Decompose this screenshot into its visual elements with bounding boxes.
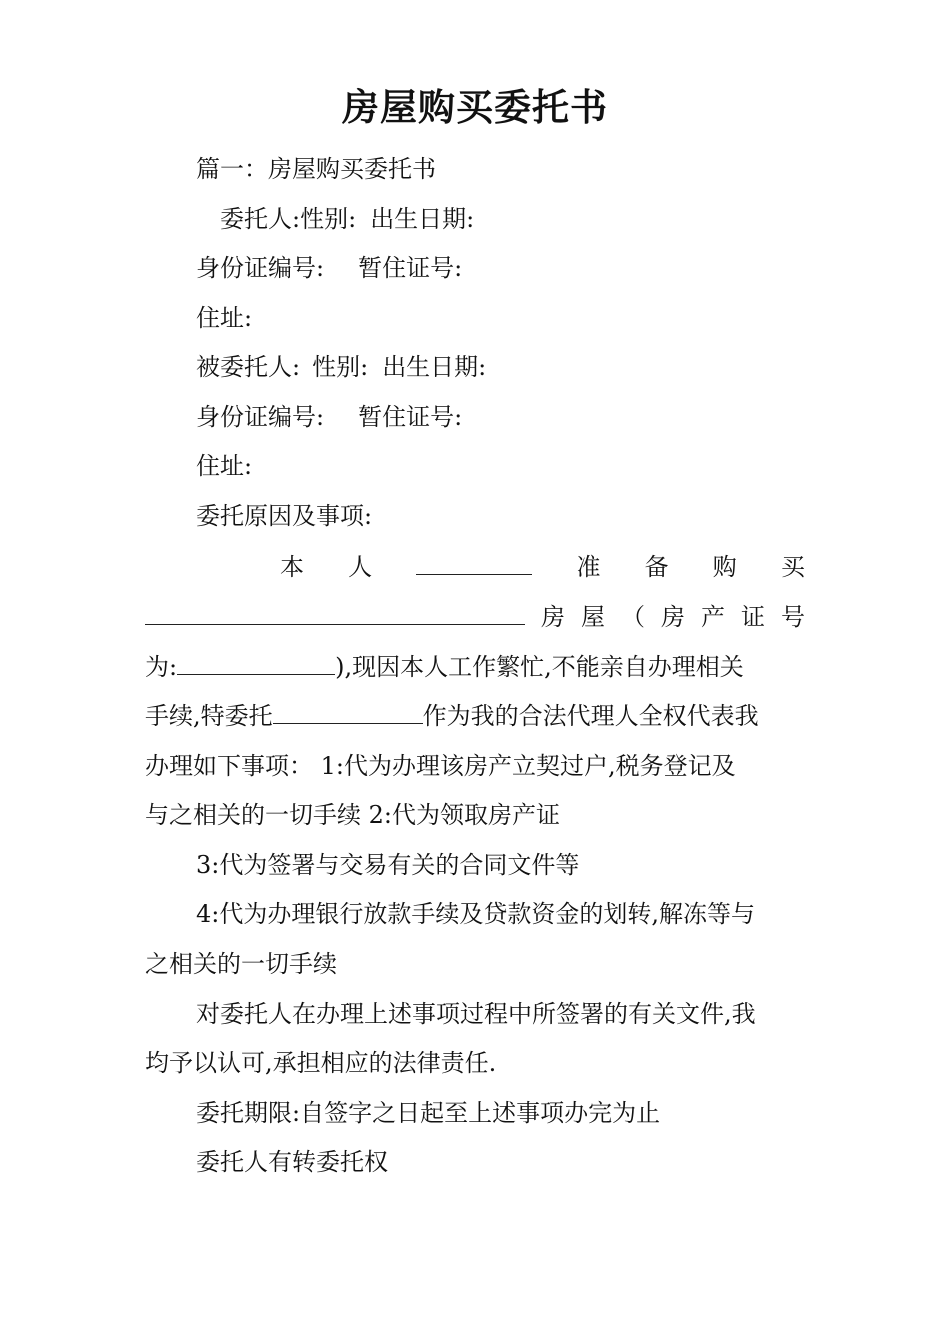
body-row3-suffix: ),现因本人工作繁忙,不能亲自办理相关	[335, 653, 744, 681]
agent-name-blank	[273, 701, 423, 724]
body-row2-char: （	[621, 603, 645, 631]
body-row4-prefix: 手续,特委托	[145, 702, 273, 730]
body-row1-char: 备	[644, 553, 669, 581]
agent-id-label: 身份证编号:	[196, 403, 325, 431]
principal-id-label: 身份证编号:	[196, 254, 325, 282]
body-row1-char: 买	[780, 553, 805, 581]
body-row2-char: 房	[541, 603, 565, 631]
document-title: 房屋购买委托书	[342, 85, 608, 129]
agent-id-line	[196, 400, 462, 434]
item-4-line-2: 之相关的一切手续	[145, 950, 337, 978]
principal-gender-label: 性别:	[300, 205, 357, 233]
buyer-name-blank	[416, 552, 532, 575]
body-row3-prefix: 为:	[145, 653, 178, 681]
body-row-6: 与之相关的一切手续 2:代为领取房产证	[145, 801, 560, 829]
body-row4-suffix: 作为我的合法代理人全权代表我	[422, 702, 759, 730]
body-row1-char: 购	[712, 553, 737, 581]
body-row2-char: 产	[701, 603, 725, 631]
principal-id-line	[196, 251, 462, 285]
body-row1-char: 准	[576, 553, 601, 581]
item-3: 3:代为签署与交易有关的合同文件等	[196, 851, 580, 879]
principal-label: 委托人:	[220, 205, 301, 233]
body-row2-char: 证	[741, 603, 765, 631]
item-4-line-1: 4:代为办理银行放款手续及贷款资金的划转,解冻等与	[196, 900, 755, 928]
section-heading: 篇一：房屋购买委托书	[196, 155, 436, 183]
agent-line	[196, 350, 486, 384]
acknowledgement-line-1: 对委托人在办理上述事项过程中所签署的有关文件,我	[196, 1000, 756, 1028]
body-row-5: 办理如下事项： 1:代为办理该房产立契过户,税务登记及	[145, 752, 736, 780]
principal-birth-label: 出生日期:	[370, 205, 475, 233]
reason-heading: 委托原因及事项:	[196, 502, 373, 530]
principal-address: 住址:	[196, 304, 253, 332]
body-row1-char: 本	[280, 553, 304, 581]
body-row2-char: 号	[781, 603, 805, 631]
sub-delegation-right: 委托人有转委托权	[196, 1148, 388, 1176]
body-row2-char: 房	[661, 603, 685, 631]
body-row-4	[145, 699, 759, 733]
body-row2-char: 屋	[581, 603, 605, 631]
agent-address: 住址:	[196, 452, 253, 480]
property-address-blank	[145, 602, 525, 625]
acknowledgement-line-2: 均予以认可,承担相应的法律责任.	[145, 1049, 497, 1077]
body-row-3	[145, 650, 744, 684]
agent-gender-label: 性别:	[312, 353, 369, 381]
agent-label: 被委托人:	[196, 353, 301, 381]
body-row1-char: 人	[348, 553, 373, 581]
agent-birth-label: 出生日期:	[382, 353, 487, 381]
entrustment-term: 委托期限:自签字之日起至上述事项办完为止	[196, 1099, 661, 1127]
agent-temp-id-label: 暂住证号:	[358, 403, 463, 431]
principal-temp-id-label: 暂住证号:	[358, 254, 463, 282]
body-row-2	[145, 600, 805, 634]
body-row-1	[280, 550, 805, 584]
principal-line	[220, 202, 474, 236]
certificate-number-blank	[177, 652, 335, 675]
